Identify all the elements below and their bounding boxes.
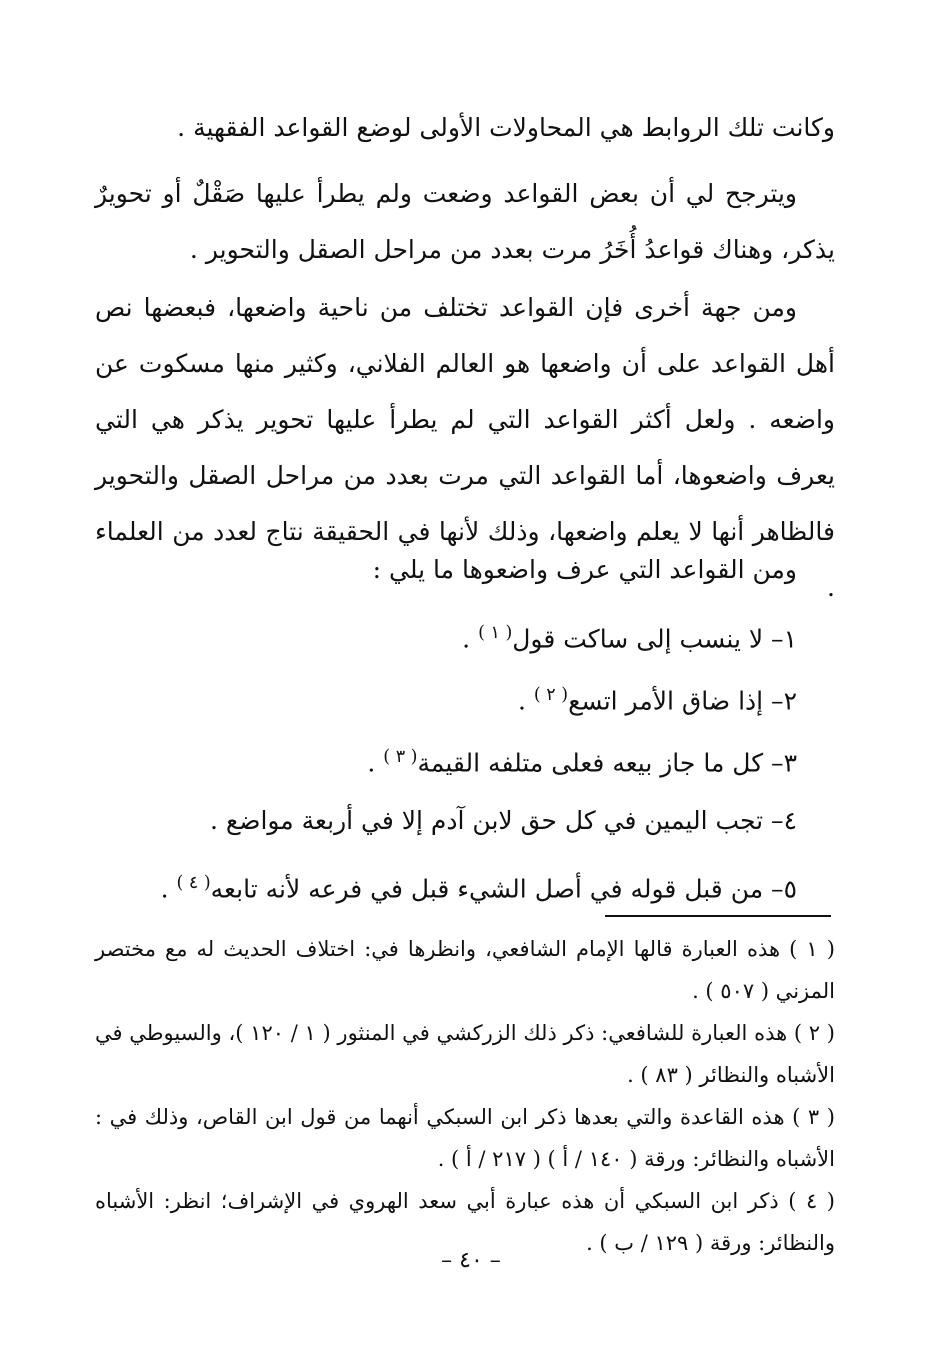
list-item-2 bbox=[95, 667, 835, 730]
footnote-1: ( ١ ) هذه العبارة قالها الإمام الشافعي، وانظرها في: اختلاف الحديث له مع مختصر المزني ( ٥٠٧ ) . bbox=[95, 937, 835, 1003]
list-item-5 bbox=[95, 855, 835, 918]
list-item-end: . bbox=[367, 748, 384, 778]
footnote-ref: ( ٤ ) bbox=[176, 873, 211, 893]
paragraph-4: ومن القواعد التي عرف واضعوها ما يلي : bbox=[372, 555, 797, 584]
footnote-2: ( ٢ ) هذه العبارة للشافعي: ذكر ذلك الزركشي في المنثور ( ١ / ١٢٠ )، والسيوطي في الأشباه والنظائر ( ٨٣ ) . bbox=[95, 1021, 835, 1087]
list-item-text: ٢– إذا ضاق الأمر اتسع bbox=[568, 686, 797, 716]
footnote-ref: ( ٣ ) bbox=[383, 747, 418, 767]
list-item-text: ٤– تجب اليمين في كل حق لابن آدم إلا في أربعة مواضع . bbox=[210, 806, 797, 835]
list-item-end: . bbox=[160, 874, 177, 904]
paragraph-1: وكانت تلك الروابط هي المحاولات الأولى لوضع القواعد الفقهية . bbox=[177, 113, 835, 142]
footnote-separator bbox=[605, 915, 831, 917]
list-item-text: ٥– من قبل قوله في أصل الشيء قبل في فرعه لأنه تابعه bbox=[210, 874, 797, 904]
page-number: – ٤٠ – bbox=[441, 1248, 501, 1273]
list-item-1 bbox=[95, 605, 835, 668]
list-item-4 bbox=[95, 793, 835, 849]
paragraph-3: ومن جهة أخرى فإن القواعد تختلف من ناحية واضعها، فبعضها نص أهل القواعد على أن واضعها هو العالم الفلاني، وكثير منها مسكوت عن واضعه . ولعل أكثر القواعد التي لم يطرأ عليها تحوير يذكر هي التي يعرف واضعوها، أما القواعد التي مرت بعدد من مراحل الصقل والتحوير فالظاهر أنها لا يعلم واضعها، وذلك لأنها في الحقيقة نتاج لعدد من العلماء . bbox=[95, 293, 835, 602]
list-item-end: . bbox=[518, 686, 534, 716]
list-item-text: ١– لا ينسب إلى ساكت قول bbox=[512, 624, 797, 654]
paragraph-2: ويترجح لي أن بعض القواعد وضعت ولم يطرأ عليها صَقْلٌ أو تحويرٌ يذكر، وهناك قواعدُ أُخَرُ مرت بعدد من مراحل الصقل والتحوير . bbox=[95, 179, 835, 264]
footnote-3: ( ٣ ) هذه القاعدة والتي بعدها ذكر ابن السبكي أنهما من قول ابن القاص، وذلك في : الأشباه والنظائر: ورقة ( ١٤٠ / أ ) ( ٢١٧ / أ ) . bbox=[95, 1105, 835, 1171]
list-item-3 bbox=[95, 729, 835, 792]
list-item-text: ٣– كل ما جاز بيعه فعلى متلفه القيمة bbox=[417, 748, 797, 778]
list-item-end: . bbox=[462, 624, 479, 654]
footnote-4: ( ٤ ) ذكر ابن السبكي أن هذه عبارة أبي سعد الهروي في الإشراف؛ انظر: الأشباه والنظائر: ورقة ( ١٢٩ / ب ) . bbox=[95, 1189, 835, 1255]
footnote-ref: ( ١ ) bbox=[478, 623, 513, 643]
footnote-ref: ( ٢ ) bbox=[533, 685, 569, 705]
